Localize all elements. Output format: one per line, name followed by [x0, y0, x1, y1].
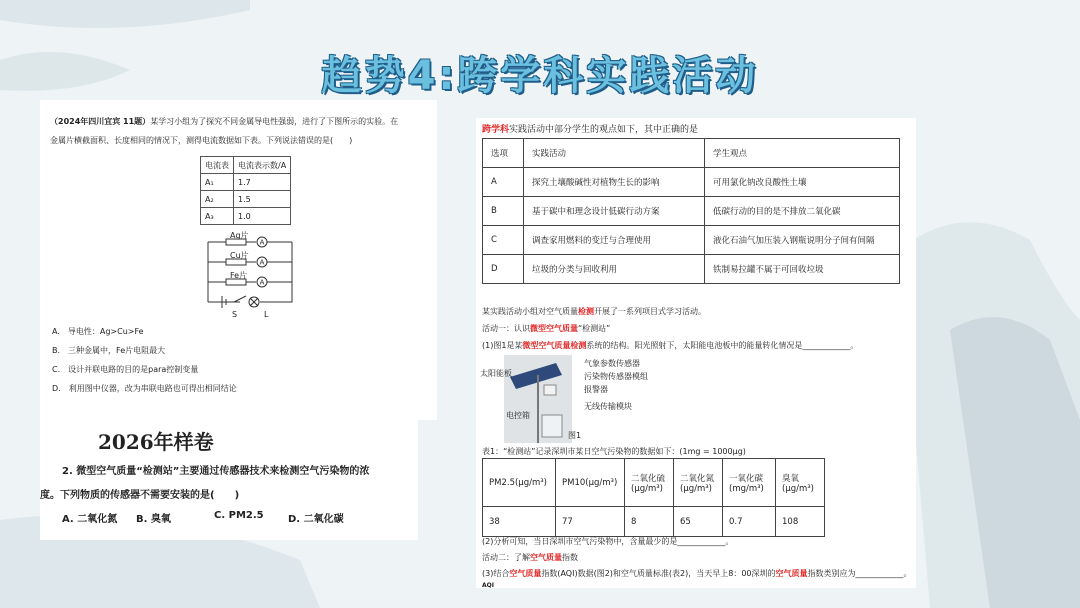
table-header: 二氧化氮 (μg/m³)	[674, 459, 723, 507]
current-table	[200, 156, 291, 225]
table-header: 一氧化碳 (mg/m³)	[723, 459, 776, 507]
question-1: (1)图1是某微型空气质量检测系统的结构。阳光照射下，太阳能电池板中的能量转化情况是____________。	[482, 341, 859, 350]
table-row	[483, 197, 900, 226]
sample-option-a: A. 二氧化氮	[62, 514, 118, 525]
slide-title: 趋势4:跨学科实践活动	[321, 53, 759, 99]
pollutant-table	[482, 458, 825, 537]
table-cell: A₁	[201, 174, 234, 191]
activity-1-heading: 活动一：认识微型空气质量“检测站”	[482, 324, 611, 333]
question-stem-line-2: 金属片横截面积、长度相同的情况下，测得电流数据如下表。下列说法错误的是( )	[50, 136, 353, 145]
circuit-label-l: L	[264, 310, 269, 319]
table-cell: 探究土壤酸碱性对植物生长的影响	[524, 168, 705, 197]
activity-2-heading: 活动二：了解空气质量指数	[482, 553, 578, 562]
table-header: 学生观点	[705, 139, 900, 168]
sample-option-d: D. 二氧化碳	[288, 514, 344, 525]
table-cell: 铁制易拉罐不属于可回收垃圾	[705, 255, 900, 284]
question-2: (2)分析可知，当日深圳市空气污染物中，含量最少的是____________。	[482, 537, 734, 546]
label-pollutant-sensor: 污染物传感器模组	[584, 372, 648, 381]
table-cell: A₃	[201, 208, 234, 225]
option-c: C. 设计并联电路的目的是para控制变量	[52, 365, 199, 374]
table-cell: 可用氯化钠改良酸性土壤	[705, 168, 900, 197]
circuit-label-cu: Cu片	[230, 251, 249, 260]
table-cell: D	[483, 255, 524, 284]
table-cell: 低碳行动的目的是不排放二氧化碳	[705, 197, 900, 226]
table-cell: 77	[556, 507, 625, 537]
option-d: D. 利用图中仪器，改为串联电路也可得出相同结论	[52, 384, 237, 393]
sample-question-panel	[40, 420, 418, 540]
table-cell: C	[483, 226, 524, 255]
svg-text:A: A	[259, 238, 265, 247]
table-header: 臭氧 (μg/m³)	[776, 459, 825, 507]
right-question-panel	[476, 118, 916, 588]
table-cell: 1.0	[234, 208, 291, 225]
sample-stem-line-2: 度。下列物质的传感器不需要安装的是( )	[40, 490, 240, 501]
table-header: 电流表示数/A	[234, 157, 291, 174]
label-wireless-module: 无线传输模块	[584, 402, 632, 411]
table-1-caption: 表1：“检测站”记录深圳市某日空气污染物的数据如下：(1mg = 1000μg)	[482, 447, 746, 456]
question-3: (3)结合空气质量指数(AQI)数据(图2)和空气质量标准(表2)，当天早上8：00深圳的空气质量指数类别应为____________。	[482, 569, 912, 578]
right-intro	[482, 122, 698, 135]
table-cell: 8	[625, 507, 674, 537]
label-solar-panel: 太阳能板	[480, 369, 512, 378]
circuit-label-s: S	[232, 310, 238, 319]
label-alarm: 报警器	[584, 385, 608, 394]
svg-text:A: A	[259, 258, 265, 267]
intro-text: 实践活动中部分学生的观点如下，其中正确的是	[509, 125, 699, 135]
table-cell: 基于碳中和理念设计低碳行动方案	[524, 197, 705, 226]
monitoring-station-photo	[504, 355, 572, 443]
table-cell: A₂	[201, 191, 234, 208]
svg-text:A: A	[259, 278, 265, 287]
table-header: 选项	[483, 139, 524, 168]
sample-option-c: C. PM2.5	[214, 510, 264, 521]
table-row	[483, 168, 900, 197]
table-header: 二氧化硫 (μg/m³)	[625, 459, 674, 507]
table-header: PM2.5(μg/m³)	[483, 459, 556, 507]
sample-option-b: B. 臭氧	[136, 514, 171, 525]
label-control-box: 电控箱	[506, 411, 530, 420]
table-cell: 0.7	[723, 507, 776, 537]
table-cell: 调查家用燃料的变迁与合理使用	[524, 226, 705, 255]
circuit-label-ag: Ag片	[230, 231, 249, 240]
table-cell: 65	[674, 507, 723, 537]
activity-intro: 某实践活动小组对空气质量检测开展了一系列项目式学习活动。	[482, 307, 706, 316]
table-cell: 1.5	[234, 191, 291, 208]
aqi-label: AQI	[482, 582, 494, 589]
left-question-panel	[40, 100, 437, 420]
sample-heading: 2026年样卷	[98, 430, 214, 454]
table-cell: 液化石油气加压装入钢瓶说明分子间有间隔	[705, 226, 900, 255]
table-cell: 垃圾的分类与回收利用	[524, 255, 705, 284]
viewpoint-table	[482, 138, 900, 284]
question-stem-line-1: （2024年四川宜宾 11题）某学习小组为了探究不同金属导电性强弱，进行了下图所示的实验。在	[50, 117, 399, 126]
table-header: PM10(μg/m³)	[556, 459, 625, 507]
figure-1-caption: 图1	[568, 431, 582, 440]
table-row	[483, 255, 900, 284]
table-cell: B	[483, 197, 524, 226]
table-cell: 108	[776, 507, 825, 537]
circuit-label-fe: Fe片	[230, 271, 248, 280]
table-cell: A	[483, 168, 524, 197]
option-b: B. 三种金属中，Fe片电阻最大	[52, 346, 166, 355]
table-row	[483, 226, 900, 255]
label-weather-sensor: 气象参数传感器	[584, 359, 640, 368]
table-cell: 38	[483, 507, 556, 537]
highlight-text: 跨学科	[482, 125, 510, 135]
option-a: A. 导电性：Ag>Cu>Fe	[52, 327, 144, 336]
station-illustration	[504, 355, 572, 443]
table-cell: 1.7	[234, 174, 291, 191]
table-header: 电流表	[201, 157, 234, 174]
sample-stem-line-1: 2. 微型空气质量“检测站”主要通过传感器技术来检测空气污染物的浓	[62, 466, 370, 477]
table-header: 实践活动	[524, 139, 705, 168]
parallel-circuit-diagram	[200, 230, 300, 320]
